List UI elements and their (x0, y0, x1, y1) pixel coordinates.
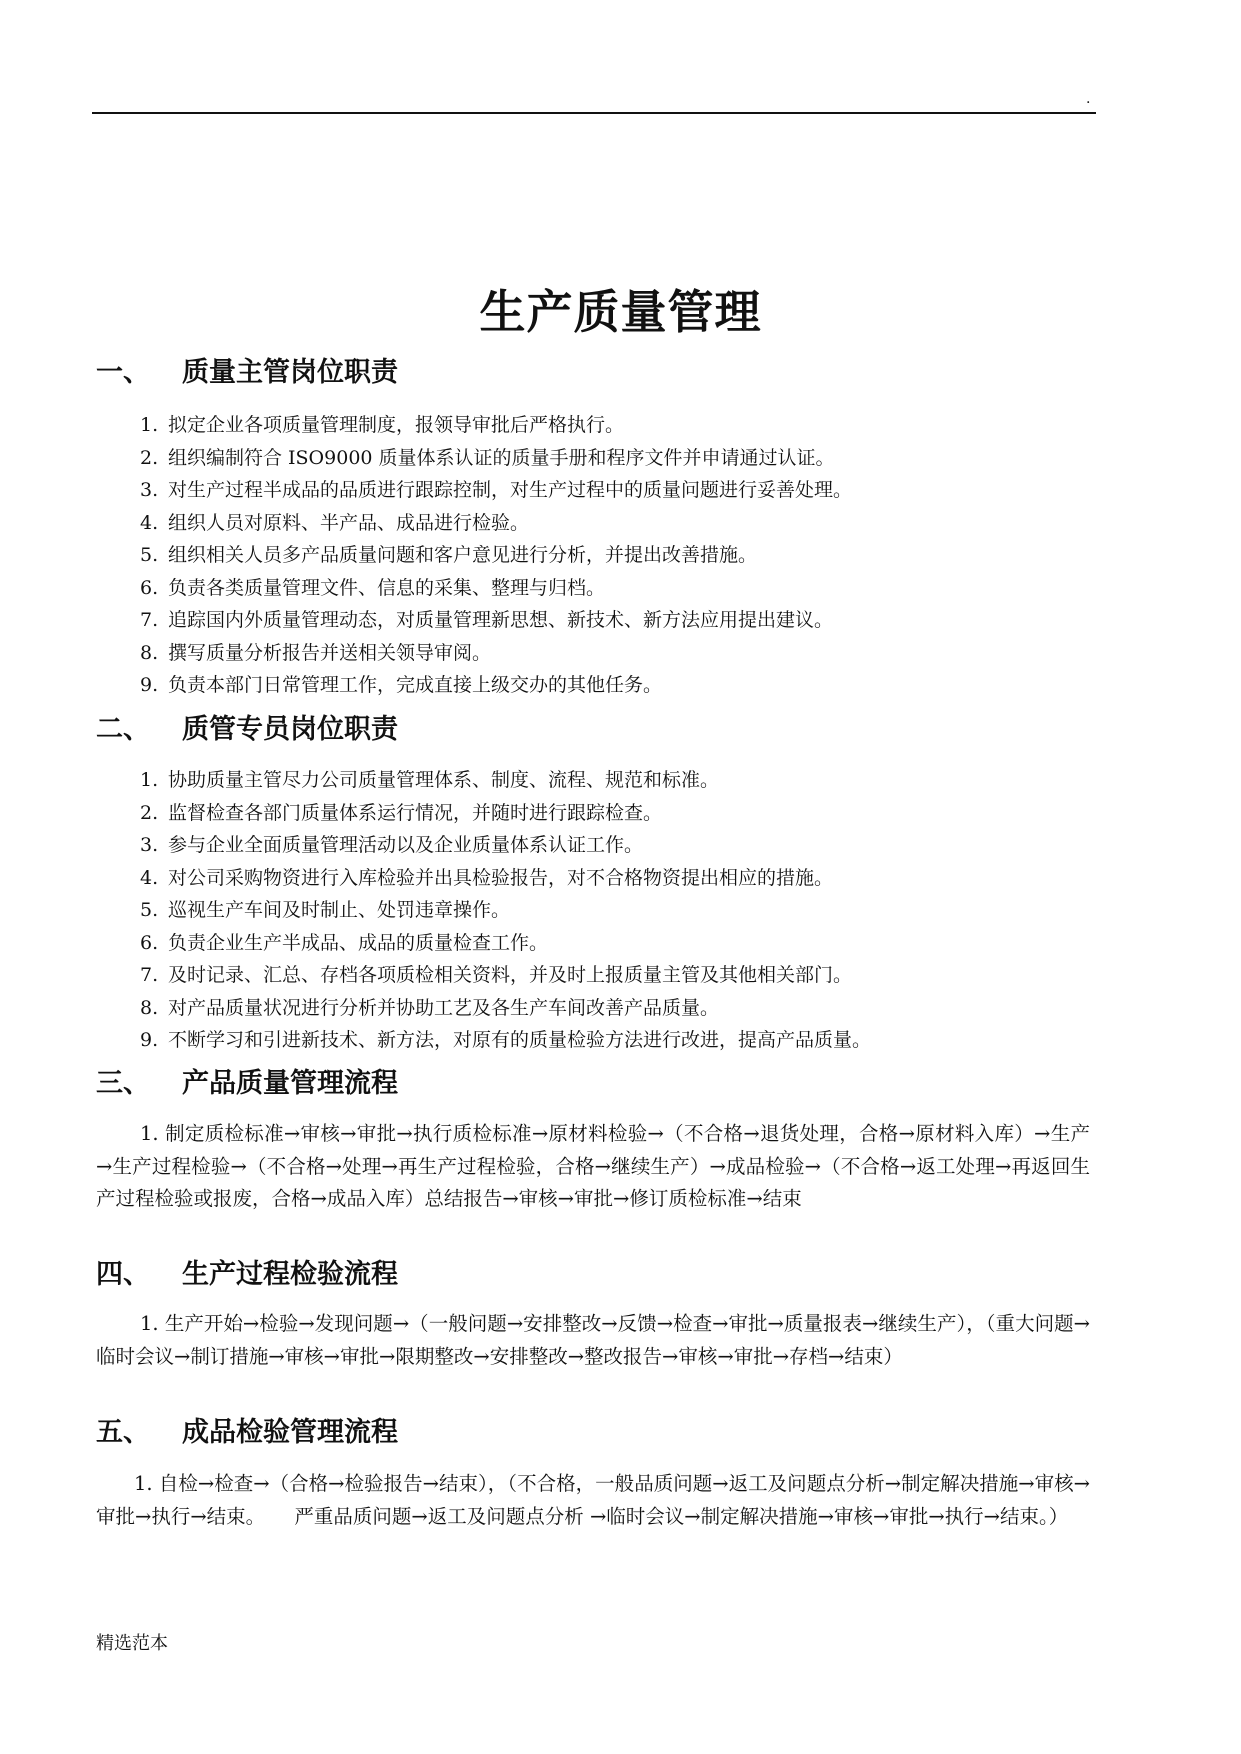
item-number: 6. (140, 576, 159, 599)
item-number: 7. (140, 609, 159, 631)
item-text: 追踪国内外质量管理动态，对质量管理新思想、新技术、新方法应用提出建议。 (168, 609, 834, 631)
list-item (140, 442, 852, 475)
item-number: 3. (140, 834, 159, 856)
item-number: 4. (140, 866, 159, 889)
section-heading-2 (96, 712, 398, 748)
section-4-paragraph: 1. 生产开始→检验→发现问题→（一般问题→安排整改→反馈→检查→审批→质量报表→继续生产），（重大问题→临时会议→制订措施→审核→审批→限期整改→安排整改→整改报告→审核→审批→存档→结束） (96, 1312, 1090, 1368)
item-text: 对公司采购物资进行入库检验并出具检验报告，对不合格物资提出相应的措施。 (168, 866, 834, 889)
item-number: 8. (140, 996, 159, 1019)
footer-text: 精选范本 (96, 1633, 168, 1654)
item-number: 9. (140, 1029, 159, 1051)
item-number: 6. (140, 931, 159, 954)
list-item (140, 894, 871, 927)
document-title: 生产质量管理 (479, 285, 762, 339)
list-item (140, 669, 852, 702)
list-item (140, 572, 852, 605)
item-number: 5. (140, 544, 159, 566)
section-title: 产品质量管理流程 (182, 1068, 398, 1099)
list-item (140, 992, 871, 1025)
list-item (140, 764, 871, 797)
list-item (140, 507, 852, 540)
section-heading-4 (96, 1257, 398, 1293)
item-number: 8. (140, 641, 159, 664)
item-number: 1. (140, 769, 159, 791)
section-title: 质管专员岗位职责 (182, 714, 398, 745)
item-text: 不断学习和引进新技术、新方法，对原有的质量检验方法进行改进，提高产品质量。 (168, 1029, 872, 1051)
item-number: 7. (140, 964, 159, 986)
item-number: 1. (140, 414, 159, 436)
item-text: 对生产过程半成品的品质进行跟踪控制，对生产过程中的质量问题进行妥善处理。 (168, 479, 853, 501)
header-rule (92, 112, 1096, 114)
list-item (140, 862, 871, 895)
list-item (140, 829, 871, 862)
list-item (140, 409, 852, 442)
section-1-list (140, 409, 852, 702)
item-number: 5. (140, 899, 159, 921)
item-text: 组织编制符合 ISO9000 质量体系认证的质量手册和程序文件并申请通过认证。 (168, 446, 835, 469)
item-number: 3. (140, 479, 159, 501)
item-text: 负责各类质量管理文件、信息的采集、整理与归档。 (168, 576, 606, 599)
list-item (140, 637, 852, 670)
item-number: 4. (140, 511, 159, 534)
header-mark: . (1086, 91, 1091, 107)
list-item (140, 604, 852, 637)
section-number: 二、 (96, 714, 150, 745)
section-5-paragraph: 1. 自检→检查→（合格→检验报告→结束），（不合格，一般品质问题→返工及问题点分析→制定解决措施→审核→审批→执行→结束。 严重品质问题→返工及问题点分析 →临时会议→制定解决措施→审核→审批→执行→结束。） (96, 1472, 1090, 1528)
item-text: 组织相关人员多产品质量问题和客户意见进行分析，并提出改善措施。 (168, 544, 758, 566)
section-heading-5 (96, 1415, 398, 1451)
section-number: 一、 (96, 357, 150, 388)
item-text: 参与企业全面质量管理活动以及企业质量体系认证工作。 (168, 834, 644, 856)
item-text: 撰写质量分析报告并送相关领导审阅。 (168, 641, 492, 664)
item-text: 协助质量主管尽力公司质量管理体系、制度、流程、规范和标准。 (168, 769, 720, 791)
list-item (140, 959, 871, 992)
item-text: 组织人员对原料、半产品、成品进行检验。 (168, 511, 530, 534)
section-heading-3 (96, 1066, 398, 1102)
list-item (140, 474, 852, 507)
item-text: 拟定企业各项质量管理制度，报领导审批后严格执行。 (168, 414, 625, 436)
item-number: 2. (140, 446, 159, 469)
section-title: 质量主管岗位职责 (182, 357, 398, 388)
section-number: 五、 (96, 1417, 150, 1448)
item-number: 9. (140, 674, 159, 696)
section-number: 四、 (96, 1259, 150, 1290)
section-title: 生产过程检验流程 (182, 1259, 398, 1290)
list-item (140, 927, 871, 960)
item-text: 巡视生产车间及时制止、处罚违章操作。 (168, 899, 511, 921)
item-text: 及时记录、汇总、存档各项质检相关资料，并及时上报质量主管及其他相关部门。 (168, 964, 853, 986)
item-number: 2. (140, 801, 159, 824)
item-text: 对产品质量状况进行分析并协助工艺及各生产车间改善产品质量。 (168, 996, 720, 1019)
list-item (140, 1024, 871, 1057)
item-text: 负责本部门日常管理工作，完成直接上级交办的其他任务。 (168, 674, 663, 696)
section-2-list (140, 764, 871, 1057)
section-3-paragraph: 1. 制定质检标准→审核→审批→执行质检标准→原材料检验→（不合格→退货处理，合格→原材料入库）→生产→生产过程检验→（不合格→处理→再生产过程检验，合格→继续生产）→成品检验→（不合格→返工处理→再返回生产过程检验或报废，合格→成品入库）总结报告→审核→审批→修订质检标准→结束 (96, 1122, 1090, 1210)
section-heading-1 (96, 355, 398, 391)
item-text: 负责企业生产半成品、成品的质量检查工作。 (168, 931, 549, 954)
list-item (140, 797, 871, 830)
item-text: 监督检查各部门质量体系运行情况，并随时进行跟踪检查。 (168, 801, 663, 824)
section-title: 成品检验管理流程 (182, 1417, 398, 1448)
section-number: 三、 (96, 1068, 150, 1099)
list-item (140, 539, 852, 572)
